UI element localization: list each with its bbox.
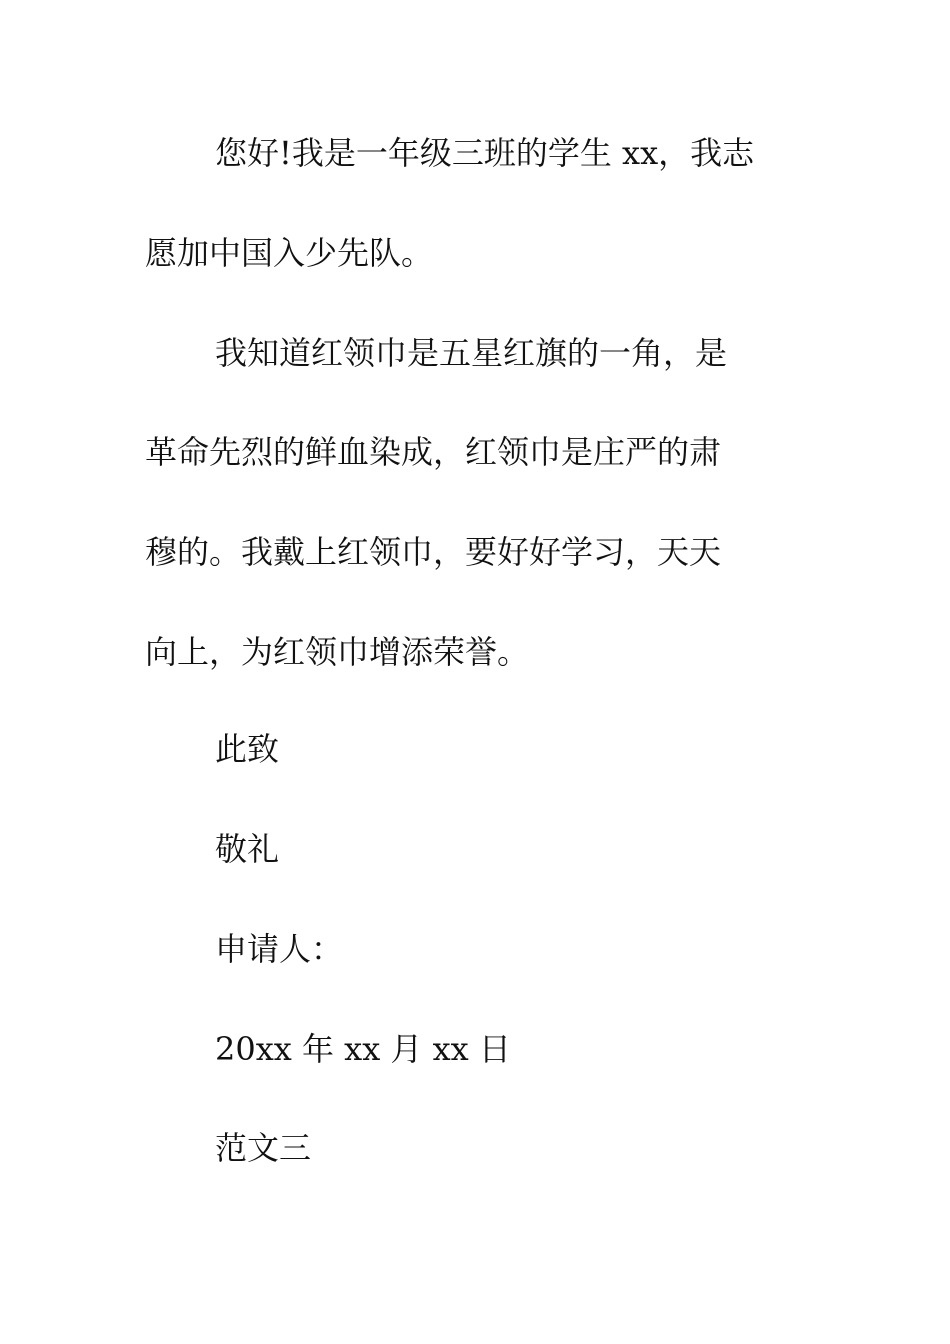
paragraph-2-line-4: 向上，为红领巾增添荣誉。 xyxy=(145,633,530,671)
closing-respects: 敬礼 xyxy=(215,830,280,868)
closing-salutation: 此致 xyxy=(215,730,280,768)
paragraph-1-line-2: 愿加中国入少先队。 xyxy=(145,234,434,272)
applicant-label: 申请人： xyxy=(215,930,344,968)
paragraph-2-line-2: 革命先烈的鲜血染成，红领巾是庄严的肃 xyxy=(145,433,722,471)
section-heading: 范文三 xyxy=(215,1129,312,1167)
paragraph-1-line-1: 您好!我是一年级三班的学生 xx，我志 xyxy=(215,134,755,172)
paragraph-2-line-1: 我知道红领巾是五星红旗的一角，是 xyxy=(215,334,728,372)
date-line: 20xx 年 xx 月 xx 日 xyxy=(215,1030,511,1068)
paragraph-2-line-3: 穆的。我戴上红领巾，要好好学习，天天 xyxy=(145,533,722,571)
